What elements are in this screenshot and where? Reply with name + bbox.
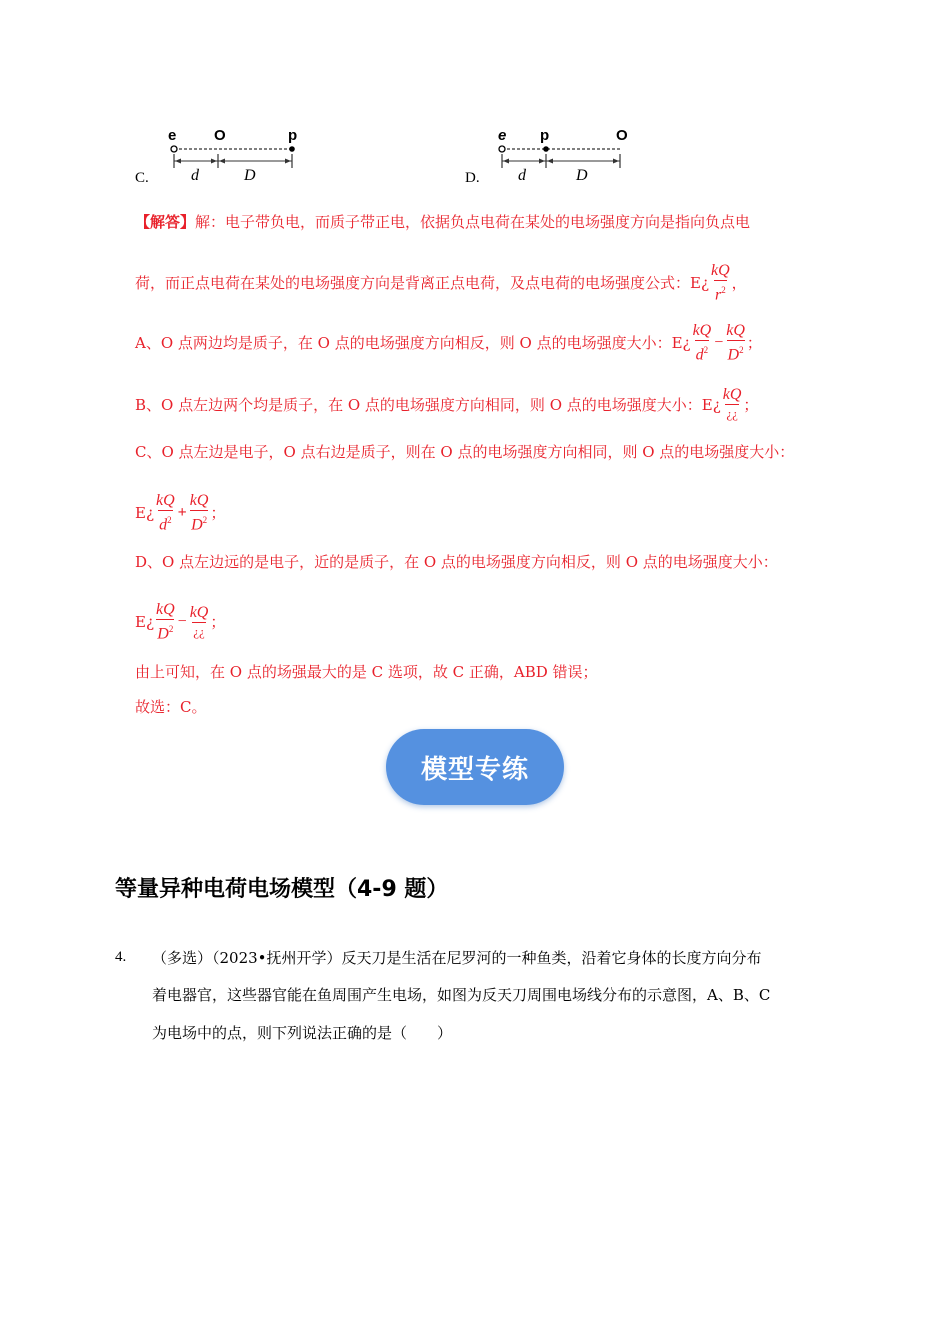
option-c-electron-dot — [171, 146, 177, 152]
formula-b: $\frac{kQ}{¿¿}$ — [722, 386, 742, 421]
option-c-D-label: D — [244, 167, 256, 184]
option-d-o-label: O — [616, 127, 628, 144]
option-d-diagram — [492, 124, 632, 184]
answer-line-1 — [135, 212, 750, 232]
section-title: 等量异种电荷电场模型（4-9 题） — [115, 877, 449, 902]
option-d-e-label: e — [498, 127, 507, 144]
answer-text-1: 解：电子带负电，而质子带正电，依据负点电荷在某处的电场强度方向是指向负点电 — [195, 213, 751, 231]
model-practice-label: 模型专练 — [420, 754, 529, 785]
option-c-diagram — [160, 124, 300, 184]
answer-text-2: 荷，而正点电荷在某处的电场强度方向是背离正点电荷，及点电荷的电场强度公式：E¿ — [135, 274, 709, 293]
option-d-D-label: D — [576, 167, 588, 184]
formula-d-term2: $\frac{kQ}{¿¿}$ — [189, 603, 209, 639]
option-c-o-label: O — [214, 127, 226, 144]
answer-text-c: C、O 点左边是电子，O 点右边是质子，则在 O 点的电场强度方向相同，则 O 点的电场强度大小： — [135, 443, 795, 461]
answer-text-a: A、O 点两边均是质子，在 O 点的电场强度方向相反，则 O 点的电场强度大小：E¿ — [135, 334, 691, 353]
question-line-1: （多选）（2023•抚州开学）反天刀是生活在尼罗河的一种鱼类，沿着它身体的长度方向分布 — [152, 949, 762, 967]
option-d-electron-dot — [499, 146, 505, 152]
model-practice-button[interactable] — [386, 729, 564, 805]
option-d-proton-dot — [543, 146, 549, 152]
question-line-3: 为电场中的点，则下列说法正确的是（ ） — [152, 1024, 453, 1042]
formula-a-term1: $\frac{kQ}{d^2}$ — [692, 322, 712, 364]
question-number: 4. — [115, 949, 127, 965]
option-c-d-label: d — [191, 167, 199, 184]
option-d-p-label: p — [540, 127, 550, 144]
answer-line-a: A、O 点两边均是质子，在 O 点的电场强度方向相反，则 O 点的电场强度大小：E¿ $\frac{kQ}{d^2}$ − $\frac{kQ}{D^2}$ ； — [135, 322, 762, 364]
option-c-e-label: e — [168, 127, 177, 144]
answer-line-2: 荷，而正点电荷在某处的电场强度方向是背离正点电荷，及点电荷的电场强度公式：E¿ $\frac{kQ}{r^2}$ ， — [135, 262, 747, 304]
option-c-proton-dot — [289, 146, 295, 152]
answer-tag: 【解答】 — [135, 213, 196, 231]
answer-formula-c: E¿ $\frac{kQ}{d^2}$ + $\frac{kQ}{D^2}$ ； — [135, 492, 226, 534]
formula-point-charge: $\frac{kQ}{r^2}$ — [711, 262, 730, 304]
answer-line-c — [135, 442, 794, 462]
answer-line-b: B、O 点左边两个均是质子，在 O 点的电场强度方向相同，则 O 点的电场强度大小：E¿ $\frac{kQ}{¿¿}$ ； — [135, 386, 759, 421]
question-line-2: 着电器官，这些器官能在鱼周围产生电场，如图为反天刀周围电场线分布的示意图，A、B、C — [152, 986, 771, 1004]
formula-c-term1: $\frac{kQ}{d^2}$ — [156, 492, 175, 534]
option-d-d-label: d — [518, 167, 526, 184]
formula-c-term2: $\frac{kQ}{D^2}$ — [189, 492, 209, 534]
answer-conclusion: 由上可知，在 O 点的场强最大的是 C 选项，故 C 正确，ABD 错误； — [135, 663, 598, 681]
answer-line-d — [135, 552, 778, 572]
formula-d-term1: $\frac{kQ}{D^2}$ — [156, 601, 175, 643]
option-c-p-label: p — [288, 127, 298, 144]
formula-a-term2: $\frac{kQ}{D^2}$ — [726, 322, 745, 364]
answer-text-d: D、O 点左边远的是电子，近的是质子，在 O 点的电场强度方向相反，则 O 点的电场强度大小： — [135, 553, 778, 571]
option-c-label: C. — [135, 170, 149, 186]
answer-choice: 故选：C。 — [135, 698, 207, 716]
option-d-label: D. — [465, 170, 480, 186]
answer-text-b: B、O 点左边两个均是质子，在 O 点的电场强度方向相同，则 O 点的电场强度大小：E¿ — [135, 395, 721, 414]
answer-formula-d: E¿ $\frac{kQ}{D^2}$ − $\frac{kQ}{¿¿}$ ； — [135, 601, 226, 643]
